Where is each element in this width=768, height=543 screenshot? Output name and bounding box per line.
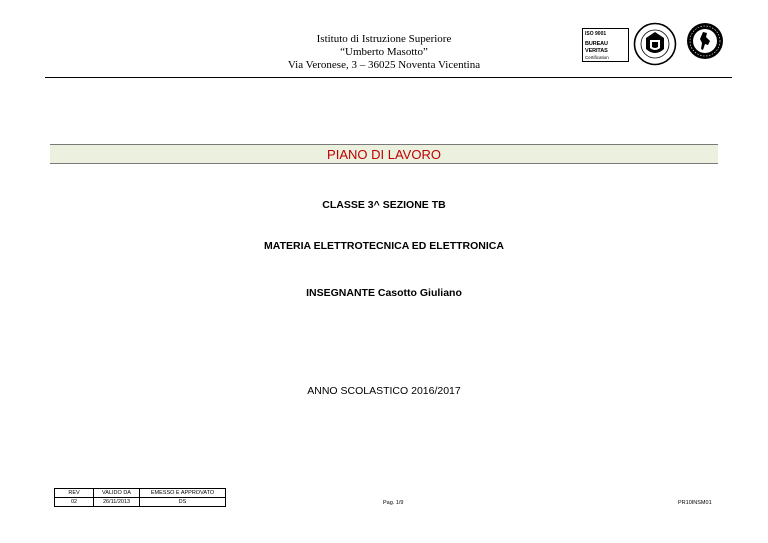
certifier-name: BUREAU VERITAS [585,41,608,54]
table-header-cell: REV [55,489,94,498]
school-type: Istituto di Istruzione Superiore [316,33,452,45]
document-title: PIANO DI LAVORO [327,147,441,162]
certification-label: Certification [585,55,609,60]
school-header [250,33,518,72]
revision-table [54,488,226,507]
accredia-seal-icon [686,22,724,60]
table-header-cell: VALIDO DA [94,489,140,498]
teacher: INSEGNANTE Casotto Giuliano [306,287,462,299]
iso-certification-logo [582,28,629,62]
page-number: Pag. 1/9 [383,500,404,506]
document-code: PR10INSM01 [678,500,712,506]
bureau-veritas-seal-icon [633,22,677,66]
school-address: Via Veronese, 3 – 36025 Noventa Vicentina [287,59,481,71]
table-cell: 02 [55,498,94,507]
table-row [55,498,226,507]
school-name: “Umberto Masotto” [340,46,428,58]
header-divider [45,77,732,78]
table-cell: DS [140,498,226,507]
table-header-cell: EMESSO E APPROVATO [140,489,226,498]
iso-label: ISO 9001 [585,31,607,37]
class-section: CLASSE 3^ SEZIONE TB [322,199,446,211]
document-title-banner [50,144,718,164]
school-year: ANNO SCOLASTICO 2016/2017 [307,385,461,397]
subject: MATERIA ELETTROTECNICA ED ELETTRONICA [264,240,504,252]
table-cell: 26/11/2013 [94,498,140,507]
table-row [55,489,226,498]
